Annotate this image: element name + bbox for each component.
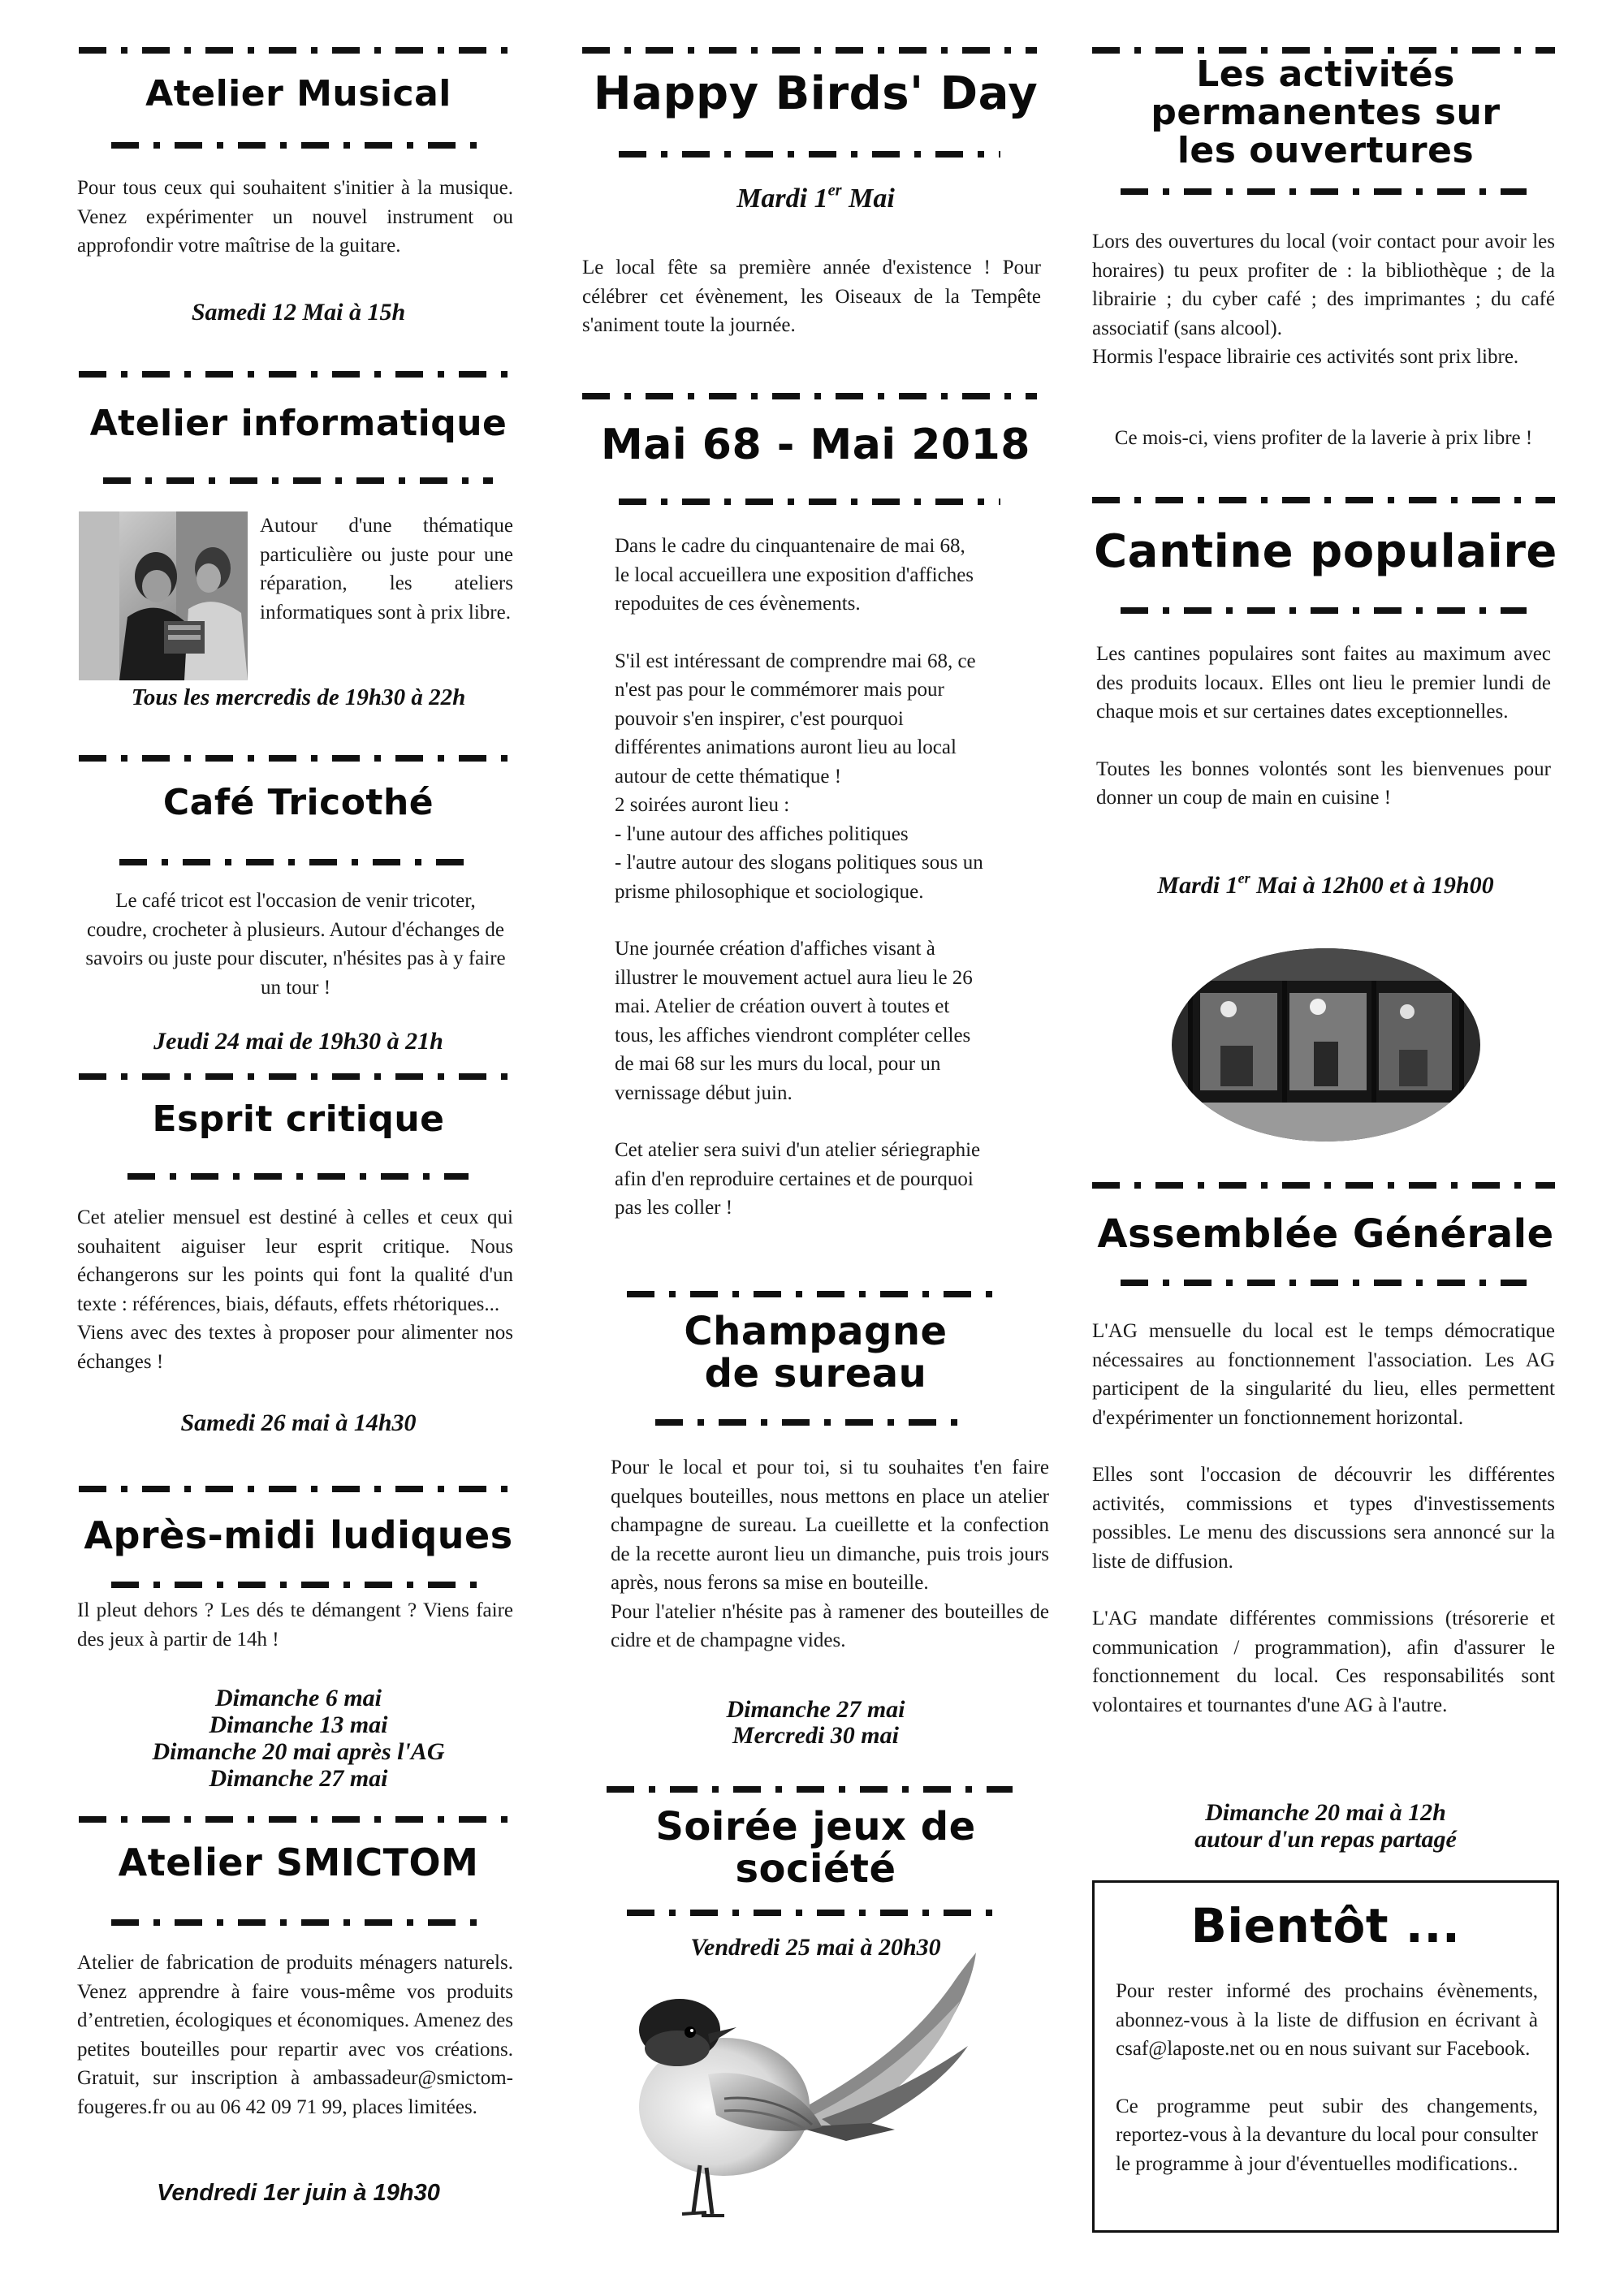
divider — [627, 1291, 992, 1297]
divider — [1121, 1280, 1527, 1286]
text-line: pouvoir s'en inspirer, c'est pourquoi — [615, 707, 904, 730]
section-title-champagne: Champagne de sureau — [684, 1309, 948, 1396]
date-sup: er — [1237, 870, 1250, 887]
spacer — [615, 619, 1053, 647]
text-line: - l'une autour des affiches politiques — [615, 822, 909, 845]
date-line: Dimanche 6 mai — [214, 1685, 382, 1711]
column-left — [77, 0, 520, 2296]
divider — [79, 755, 517, 762]
date-line: Dimanche 27 mai — [209, 1765, 388, 1792]
section-text-activites-laverie: Ce mois-ci, viens profiter de la laverie à prix libre ! — [1114, 427, 1533, 449]
date-line: Dimanche 27 mai — [726, 1696, 905, 1723]
champagne-p2: Pour l'atelier n'hésite pas à ramener des bouteilles de cidre et de champagne vides. — [611, 1600, 1049, 1651]
divider — [655, 1419, 964, 1426]
section-title-esprit-critique: Esprit critique — [152, 1098, 445, 1140]
section-text-birds-day: Le local fête sa première année d'existence ! Pour célébrer cet évènement, les Oiseaux de la Tempête s'animent toute la journée. — [582, 257, 1041, 336]
text-line: autour de cette thématique ! — [615, 765, 842, 788]
section-date-esprit-critique: Samedi 26 mai à 14h30 — [180, 1409, 417, 1436]
bird-illustration — [603, 1953, 1025, 2229]
section-date-smictom: Vendredi 1er juin à 19h30 — [157, 2180, 440, 2206]
date-text: Mardi 1 — [736, 183, 828, 214]
section-text-activites — [1092, 227, 1555, 372]
section-text-ag — [1092, 1317, 1555, 1720]
date-line: Mercredi 30 mai — [732, 1722, 899, 1749]
divider — [1092, 47, 1555, 54]
divider — [619, 151, 1000, 158]
section-dates-apres-midi — [77, 1685, 520, 1792]
section-title-atelier-informatique: Atelier informatique — [89, 403, 508, 444]
date-text: Mai — [841, 183, 895, 214]
date-line: Dimanche 20 mai à 12h — [1205, 1799, 1446, 1826]
divider — [582, 393, 1037, 399]
section-title-jeux: Soirée jeux de société — [655, 1804, 976, 1892]
divider — [1121, 607, 1527, 614]
section-date-cafe-tricothe: Jeudi 24 mai de 19h30 à 21h — [153, 1028, 443, 1055]
divider — [627, 1910, 992, 1916]
divider — [79, 1073, 517, 1080]
cafe-window-photo — [1172, 948, 1480, 1142]
text-line: n'est pas pour le commémorer mais pour — [615, 679, 944, 701]
section-title-smictom: Atelier SMICTOM — [118, 1841, 479, 1884]
spacer — [615, 1107, 1053, 1136]
section-title-mai68: Mai 68 - Mai 2018 — [601, 421, 1030, 469]
text-line: Dans le cadre du cinquantenaire de mai 68, — [615, 535, 965, 557]
divider — [127, 1173, 469, 1180]
divider — [619, 498, 1000, 505]
divider — [1092, 1182, 1555, 1189]
date-line: Dimanche 20 mai après l'AG — [152, 1738, 445, 1765]
spacer — [1116, 2064, 1538, 2092]
date-line: Dimanche 13 mai — [209, 1711, 388, 1738]
spacer — [615, 906, 1053, 934]
section-dates-champagne — [578, 1697, 1053, 1749]
divider — [79, 371, 517, 378]
text-line: illustrer le mouvement actuel aura lieu le 26 — [615, 966, 973, 989]
section-text-smictom: Atelier de fabrication de produits ménagers naturels. Venez apprendre à faire vous-même vos produits d’entretien, écologiques et économiques. Amenez des petites bouteilles pour repartir avec vos créations. Gratuit, sur inscription à ambassadeur@smictom-fougeres.fr ou au 06 42 09 71 99, places limitées. — [77, 1952, 513, 2118]
bientot-p1: Pour rester informé des prochains évènements, abonnez-vous à la liste de diffusion en écrivant à csaf@laposte.net ou en nous suivant sur Facebook. — [1116, 1980, 1538, 2060]
text-line: tous, les affiches viendront compléter celles — [615, 1024, 971, 1047]
section-title-cantine: Cantine populaire — [1094, 525, 1557, 578]
bientot-p2: Ce programme peut subir des changements, reportez-vous à la devanture du local pour consulter le programme à jour d'éventuelles modifications.. — [1116, 2095, 1538, 2175]
section-text-mai68 — [615, 532, 1053, 1223]
divider — [111, 142, 485, 149]
ag-p1: L'AG mensuelle du local est le temps démocratique nécessaires au fonctionnement l'association. Les AG participent de la singularité du lieu, elles permettent d'expérimenter un fonctionnement horizontal. — [1092, 1320, 1555, 1429]
date-text: Mai à 12h00 et à 19h00 — [1250, 872, 1494, 899]
activites-p1: Lors des ouvertures du local (voir contact pour avoir les horaires) tu peux profiter de : la bibliothèque ; de la librairie ; du cyber café ; des imprimantes ; du café associatif (sans alcool). — [1092, 231, 1555, 339]
section-text-esprit-critique — [77, 1203, 513, 1376]
divider — [111, 1582, 485, 1588]
section-title-atelier-musical: Atelier Musical — [145, 73, 451, 114]
ag-p2: Elles sont l'occasion de découvrir les différentes activités, commissions et types d'investissements possibles. Le menu des discussions sera annoncé sur la liste de diffusion. — [1092, 1464, 1555, 1573]
text-line: - l'autre autour des slogans politiques sous un — [615, 852, 983, 874]
section-dates-ag — [1092, 1799, 1559, 1853]
date-text: Mardi 1 — [1157, 872, 1238, 899]
section-text-bientot — [1116, 1977, 1538, 2178]
spacer — [1092, 1576, 1555, 1604]
text-line: de mai 68 sur les murs du local, pour un — [615, 1053, 941, 1075]
text-line: afin d'en reproduire certaines et de pourquoi — [615, 1167, 974, 1190]
divider — [103, 477, 493, 484]
divider — [607, 1786, 1013, 1793]
section-text-cafe-tricothe: Le café tricot est l'occasion de venir tricoter, coudre, crocheter à plusieurs. Autour d'échanges de savoirs ou juste pour discuter, n'hésites pas à y faire un tour ! — [85, 890, 506, 999]
spacer — [1092, 1432, 1555, 1461]
text-line: prisme philosophique et sociologique. — [615, 880, 924, 903]
section-text-apres-midi: Il pleut dehors ? Les dés te démangent ? Viens faire des jeux à partir de 14h ! — [77, 1599, 513, 1651]
divider — [79, 47, 517, 54]
text-line: différentes animations auront lieu au local — [615, 736, 957, 758]
section-date-birds-day — [578, 181, 1053, 214]
section-text-atelier-musical: Pour tous ceux qui souhaitent s'initier à la musique. Venez expérimenter un nouvel instrument ou approfondir votre maîtrise de la guitare. — [77, 177, 513, 257]
divider — [119, 859, 477, 865]
section-title-cafe-tricothe: Café Tricothé — [162, 782, 434, 823]
section-title-apres-midi: Après-midi ludiques — [84, 1513, 513, 1557]
section-title-bientot: Bientôt ... — [1190, 1898, 1461, 1953]
text-line: vernissage début juin. — [615, 1081, 793, 1104]
esprit-critique-p2: Viens avec des textes à proposer pour alimenter nos échanges ! — [77, 1322, 513, 1373]
section-date-atelier-musical: Samedi 12 Mai à 15h — [191, 299, 406, 326]
section-title-activites: Les activités permanentes sur les ouvertures — [1151, 54, 1501, 171]
cantine-p2: Toutes les bonnes volontés sont les bienvenues pour donner un coup de main en cuisine ! — [1096, 757, 1551, 809]
section-date-cantine — [1092, 872, 1559, 900]
date-sup: er — [827, 181, 842, 200]
divider — [111, 1919, 485, 1926]
cantine-p1: Les cantines populaires sont faites au maximum avec des produits locaux. Elles ont lieu le premier lundi de chaque mois et sur certaines dates exceptionnelles. — [1096, 643, 1551, 723]
column-middle — [578, 0, 1053, 2296]
divider — [79, 1816, 517, 1823]
text-line: le local accueillera une exposition d'affiches — [615, 563, 974, 586]
divider — [1092, 497, 1555, 503]
date-line: autour d'un repas partagé — [1194, 1826, 1457, 1853]
text-line: Une journée création d'affiches visant à — [615, 938, 935, 960]
section-text-atelier-informatique: Autour d'une thématique particulière ou juste pour une réparation, les ateliers informatiques sont à prix libre. — [260, 515, 513, 624]
champagne-p1: Pour le local et pour toi, si tu souhaites t'en faire quelques bouteilles, nous mettons en place un atelier champagne de sureau. La cueillette et la confection de la recette auront lieu un dimanche, puis trois jours après, nous ferons sa mise en bouteille. — [611, 1457, 1049, 1594]
spacer — [1096, 727, 1551, 755]
column-right — [1092, 0, 1559, 2296]
divider — [79, 1486, 517, 1492]
section-text-champagne — [611, 1453, 1049, 1655]
ag-p3: L'AG mandate différentes commissions (trésorerie et communication / programmation), afin d'assurer le fonctionnement du local. Ces responsabilités sont volontaires et tournantes d'une AG à l'autre. — [1092, 1608, 1555, 1716]
section-title-ag: Assemblée Générale — [1097, 1211, 1554, 1257]
divider — [1121, 188, 1527, 195]
section-date-atelier-informatique: Tous les mercredis de 19h30 à 22h — [131, 684, 466, 710]
text-line: mai. Atelier de création ouvert à toutes et — [615, 995, 950, 1017]
section-title-birds-day: Happy Birds' Day — [593, 67, 1039, 120]
activites-p2: Hormis l'espace librairie ces activités sont prix libre. — [1092, 346, 1519, 368]
divider — [582, 47, 1037, 54]
section-text-cantine — [1096, 640, 1551, 813]
computer-workshop-photo — [79, 511, 248, 680]
bientot-box — [1092, 1880, 1559, 2233]
text-line: pas les coller ! — [615, 1197, 733, 1219]
text-line: Cet atelier sera suivi d'un atelier sériegraphie — [615, 1139, 981, 1161]
text-line: 2 soirées auront lieu : — [615, 794, 790, 816]
text-line: repoduites de ces évènements. — [615, 593, 861, 615]
esprit-critique-p1: Cet atelier mensuel est destiné à celles et ceux qui souhaitent aiguiser leur esprit critique. Nous échangerons sur les points qui font la qualité d'un texte : références, biais, défauts, effets rhétoriques... — [77, 1206, 513, 1315]
section-date-jeux: Vendredi 25 mai à 20h30 — [690, 1934, 941, 1961]
text-line: S'il est intéressant de comprendre mai 68, ce — [615, 650, 976, 672]
